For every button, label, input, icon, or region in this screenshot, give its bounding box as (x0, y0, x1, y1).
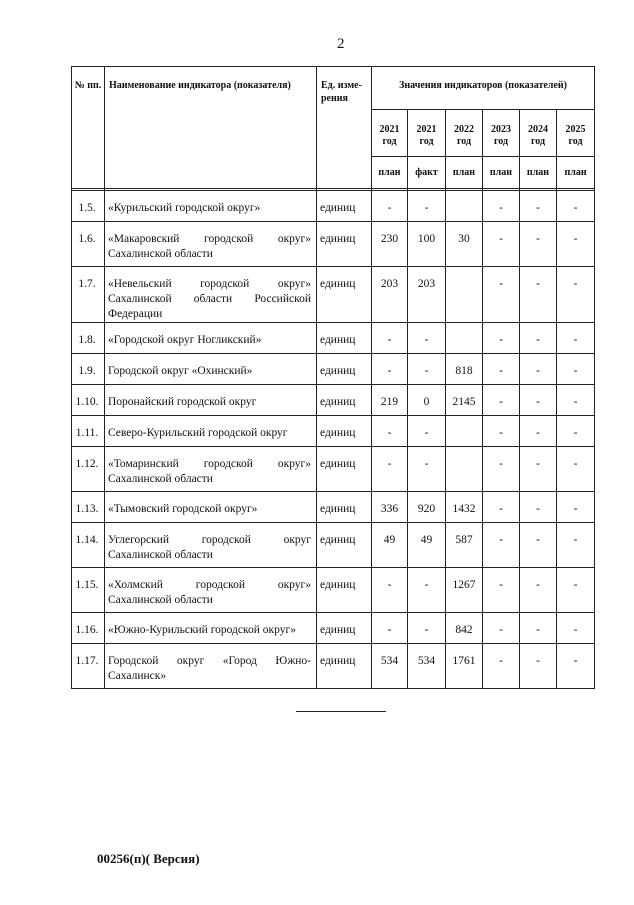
indicator-name: Городской округ «Город Южно-Сахалинск» (105, 643, 317, 688)
unit-cell: единиц (317, 612, 372, 643)
value-cell: - (520, 491, 557, 522)
table-row (72, 322, 595, 353)
table-row (72, 491, 595, 522)
value-cell: - (557, 415, 595, 446)
unit-cell: единиц (317, 191, 372, 222)
table-row (72, 267, 595, 323)
indicator-name: Городской округ «Охинский» (105, 353, 317, 384)
value-cell: - (520, 415, 557, 446)
row-number: 1.14. (72, 522, 105, 567)
header-year: 2021 (416, 123, 437, 135)
table-row (72, 415, 595, 446)
value-cell: - (557, 612, 595, 643)
value-cell: - (520, 322, 557, 353)
value-cell: - (483, 612, 520, 643)
value-cell: 842 (446, 612, 483, 643)
value-cell: - (520, 522, 557, 567)
header-year: 2023 (491, 123, 511, 135)
header-kind: факт (408, 157, 446, 189)
value-cell: - (520, 567, 557, 612)
value-cell: - (557, 322, 595, 353)
table-row (72, 384, 595, 415)
value-cell: 534 (408, 643, 446, 688)
document-code: 00256(п)( Версия) (97, 851, 200, 866)
value-cell: - (408, 567, 446, 612)
indicator-name: Северо-Курильский городской округ (105, 415, 317, 446)
value-cell: 587 (446, 522, 483, 567)
value-cell: - (520, 446, 557, 491)
value-cell: - (408, 322, 446, 353)
value-cell: - (557, 222, 595, 267)
value-cell: 100 (408, 222, 446, 267)
table-row (72, 446, 595, 491)
value-cell: 336 (372, 491, 408, 522)
value-cell: - (520, 353, 557, 384)
header-kind: план (446, 157, 483, 189)
table-row (72, 353, 595, 384)
value-cell: - (483, 222, 520, 267)
value-cell: 1761 (446, 643, 483, 688)
header-num: № пп. (72, 67, 105, 189)
header-year-cell (408, 109, 446, 157)
row-number: 1.11. (72, 415, 105, 446)
value-cell: - (557, 446, 595, 491)
value-cell: - (483, 491, 520, 522)
header-year: 2024 (528, 123, 548, 135)
indicator-name: «Холмский городской округ» Сахалинской области (105, 567, 317, 612)
value-cell: - (372, 322, 408, 353)
value-cell: 534 (372, 643, 408, 688)
header-year-suffix: год (568, 135, 583, 147)
row-number: 1.6. (72, 222, 105, 267)
indicator-name: «Томаринский городской округ» Сахалинской области (105, 446, 317, 491)
table-row (72, 222, 595, 267)
value-cell: - (372, 353, 408, 384)
unit-cell: единиц (317, 446, 372, 491)
indicator-name: «Городской округ Ногликский» (105, 322, 317, 353)
value-cell: - (483, 446, 520, 491)
value-cell: 219 (372, 384, 408, 415)
value-cell: - (557, 567, 595, 612)
indicator-name: Поронайский городской округ (105, 384, 317, 415)
value-cell (446, 322, 483, 353)
row-number: 1.12. (72, 446, 105, 491)
table-row (72, 612, 595, 643)
unit-cell: единиц (317, 322, 372, 353)
value-cell: 2145 (446, 384, 483, 415)
value-cell: 30 (446, 222, 483, 267)
row-number: 1.13. (72, 491, 105, 522)
indicator-name: «Невельский городской округ» Сахалинской области Российской Федерации (105, 267, 317, 323)
value-cell: 203 (372, 267, 408, 323)
header-name: Наименование индикатора (показателя) (105, 67, 317, 189)
unit-cell: единиц (317, 222, 372, 267)
value-cell: 49 (372, 522, 408, 567)
table-row (72, 522, 595, 567)
table-row (72, 567, 595, 612)
value-cell: - (557, 522, 595, 567)
header-values: Значения индикаторов (показателей) (372, 67, 595, 110)
value-cell: - (520, 612, 557, 643)
value-cell: - (557, 643, 595, 688)
row-number: 1.15. (72, 567, 105, 612)
value-cell: - (557, 353, 595, 384)
value-cell: - (520, 191, 557, 222)
row-number: 1.16. (72, 612, 105, 643)
indicator-name: «Тымовский городской округ» (105, 491, 317, 522)
value-cell: - (372, 446, 408, 491)
row-number: 1.5. (72, 191, 105, 222)
table-header (72, 67, 595, 189)
unit-cell: единиц (317, 643, 372, 688)
value-cell: - (372, 415, 408, 446)
unit-cell: единиц (317, 353, 372, 384)
row-number: 1.9. (72, 353, 105, 384)
header-year-suffix: год (530, 135, 546, 147)
indicator-name: Углегорский городской округ Сахалинской области (105, 522, 317, 567)
value-cell: - (408, 191, 446, 222)
indicator-name: «Южно-Курильский городской округ» (105, 612, 317, 643)
value-cell: - (372, 612, 408, 643)
value-cell: - (557, 267, 595, 323)
value-cell: 818 (446, 353, 483, 384)
unit-cell: единиц (317, 415, 372, 446)
unit-cell: единиц (317, 567, 372, 612)
value-cell: 49 (408, 522, 446, 567)
header-kind: план (372, 157, 408, 189)
value-cell: - (483, 522, 520, 567)
value-cell (446, 415, 483, 446)
header-year: 2022 (454, 123, 474, 135)
header-kind: план (520, 157, 557, 189)
value-cell: - (483, 384, 520, 415)
row-number: 1.17. (72, 643, 105, 688)
value-cell: - (557, 491, 595, 522)
header-unit: Ед. изме-рения (317, 67, 372, 189)
value-cell: - (408, 353, 446, 384)
value-cell: - (520, 643, 557, 688)
header-year-suffix: год (382, 135, 397, 147)
page-number: 2 (337, 36, 345, 52)
unit-cell: единиц (317, 384, 372, 415)
value-cell: - (483, 353, 520, 384)
table-row (72, 643, 595, 688)
indicator-name: «Макаровский городской округ» Сахалинской области (105, 222, 317, 267)
value-cell: - (372, 191, 408, 222)
unit-cell: единиц (317, 267, 372, 323)
header-kind: план (483, 157, 520, 189)
header-year-cell (520, 109, 557, 157)
value-cell: 1432 (446, 491, 483, 522)
value-cell: 1267 (446, 567, 483, 612)
value-cell (446, 446, 483, 491)
header-year: 2025 (565, 123, 586, 135)
header-year-suffix: год (456, 135, 472, 147)
header-year-cell (446, 109, 483, 157)
value-cell: - (483, 643, 520, 688)
value-cell: 920 (408, 491, 446, 522)
value-cell: 0 (408, 384, 446, 415)
value-cell: - (557, 191, 595, 222)
value-cell: - (483, 191, 520, 222)
value-cell: - (483, 567, 520, 612)
table-body (72, 189, 595, 689)
table-row (72, 191, 595, 222)
end-divider-line (296, 711, 386, 712)
header-year-cell (557, 109, 595, 157)
header-year: 2021 (379, 123, 400, 135)
row-number: 1.8. (72, 322, 105, 353)
value-cell: - (408, 612, 446, 643)
unit-cell: единиц (317, 491, 372, 522)
value-cell: - (520, 267, 557, 323)
value-cell: - (520, 222, 557, 267)
value-cell (446, 267, 483, 323)
value-cell: 203 (408, 267, 446, 323)
header-year-suffix: год (493, 135, 509, 147)
value-cell: - (372, 567, 408, 612)
value-cell: - (557, 384, 595, 415)
row-number: 1.7. (72, 267, 105, 323)
unit-cell: единиц (317, 522, 372, 567)
header-year-cell (372, 109, 408, 157)
value-cell: - (483, 322, 520, 353)
value-cell: - (483, 267, 520, 323)
value-cell (446, 191, 483, 222)
value-cell: - (520, 384, 557, 415)
value-cell: 230 (372, 222, 408, 267)
header-year-cell (483, 109, 520, 157)
value-cell: - (483, 415, 520, 446)
indicators-table (71, 66, 595, 689)
indicator-name: «Курильский городской округ» (105, 191, 317, 222)
header-year-suffix: год (419, 135, 434, 147)
value-cell: - (408, 415, 446, 446)
value-cell: - (408, 446, 446, 491)
header-kind: план (557, 157, 595, 189)
row-number: 1.10. (72, 384, 105, 415)
